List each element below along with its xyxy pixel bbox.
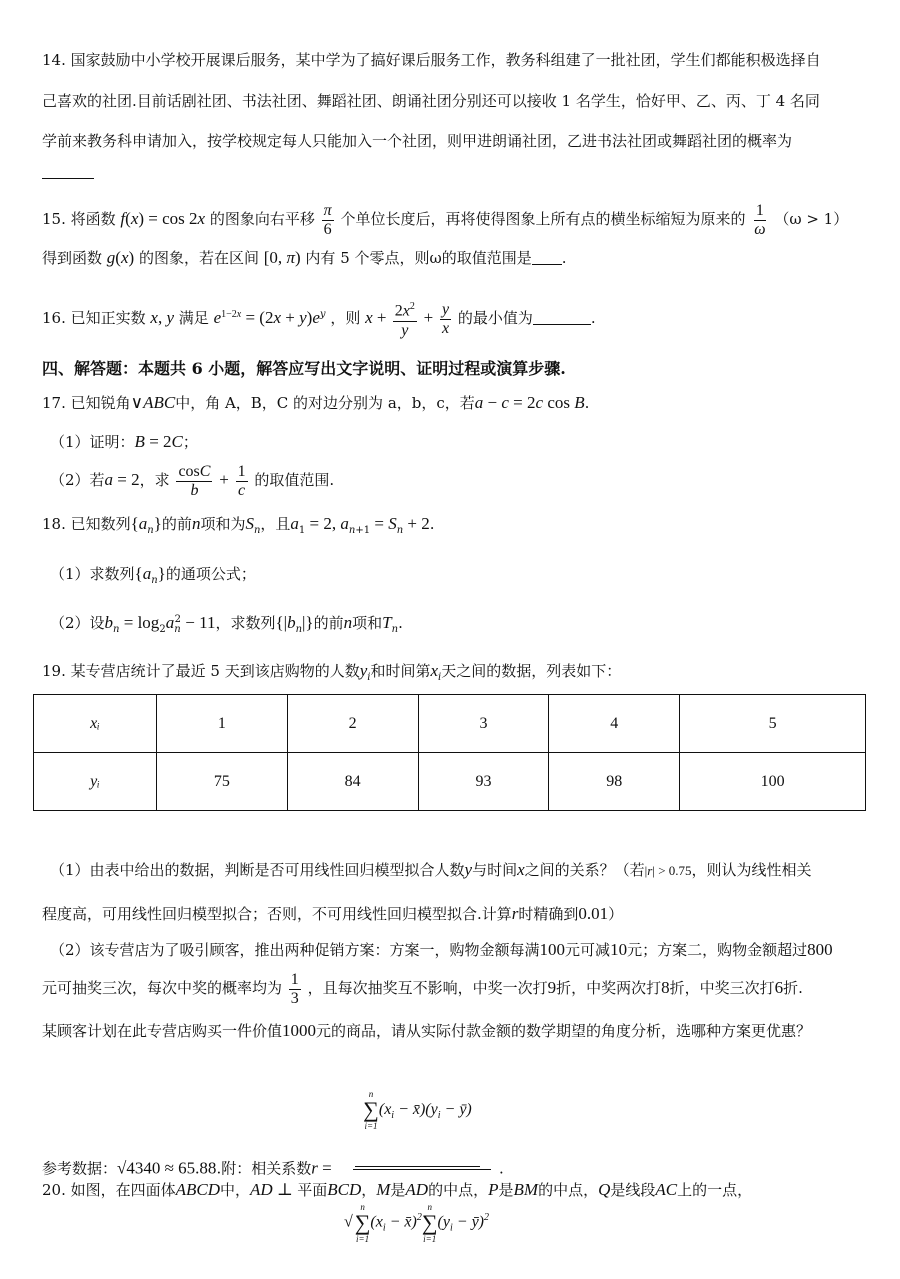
y-cell: 75 — [157, 753, 288, 811]
q19-part2-line3: 某顾客计划在此专营店购买一件价值1000元的商品，请从实际付款金额的数学期望的角度分析，选哪种方案更优惠？ — [42, 1021, 812, 1040]
q14-answer-blank — [42, 160, 94, 184]
x-header-cell: xᵢ — [34, 695, 157, 753]
x-cell: 4 — [549, 695, 680, 753]
q15-shift-fraction: $\frac{\pi}{6}$ — [323, 201, 332, 238]
table-row — [34, 753, 866, 811]
x-cell: 1 — [157, 695, 288, 753]
q19-reference: 参考数据：√4340 ≈ 65.88.附：相关系数r = n ∑ i=1 ($x_i$ − $x̄)(y_i$ − ȳ) √ n ∑ i=1 ($x_i$ − x̄)$^2$ n ∑ i=1 ($y_i$ − ȳ)$^2$ . — [42, 1060, 504, 1279]
table-row — [34, 695, 866, 753]
x-cell: 5 — [680, 695, 866, 753]
q15-line2: 得到函数 g(x) 的图象，若在区间 [0, π) 内有 5 个零点，则ω的取值范围是 . — [42, 248, 567, 267]
q19-data-table — [33, 694, 866, 811]
q15-scale-fraction: $\frac{1}{\omega}$ — [754, 201, 766, 238]
q14-line1: 14. 国家鼓励中小学校开展课后服务，某中学为了搞好课后服务工作，教务科组建了一批社团，学生们都能积极选择自 — [42, 51, 821, 69]
q15-line1: 15. 将函数 f(x) = cos 2x 的图象向右平移 $\frac{\pi}{6}$ 个单位长度后，再将使得图象上所有点的横坐标缩短为原来的 $\frac{1}{\omega}$ （ω > 1） — [42, 201, 849, 238]
q15-number: 15. 将函数 — [42, 210, 116, 228]
x-cell: 3 — [418, 695, 549, 753]
q18-part2: （2）设$b_n = \log_2a_n^2 - 11$，求数列$\{|b_n|\}$的前n项和$T_n$. — [50, 613, 403, 635]
q17-part2: （2）若a = 2，求 $\frac{\cos C}{b}$ + $\frac{1}{c}$ 的取值范围. — [50, 462, 335, 499]
q17-stem: 17. 已知锐角∨ABC中，角 A，B，C 的对边分别为 a，b，c，若a − c = 2c cos B. — [42, 393, 590, 412]
y-cell: 100 — [680, 753, 866, 811]
q18-part1: （1）求数列$\{a_n\}$的通项公式； — [50, 564, 256, 586]
q19-part2-line2: 元可抽奖三次，每次中奖的概率均为 $\frac{1}{3}$ ，且每次抽奖互不影响，中奖一次打9折，中奖两次打8折，中奖三次打6折. — [42, 970, 803, 1007]
y-cell: 93 — [418, 753, 549, 811]
x-cell: 2 — [287, 695, 418, 753]
q14-line2: 己喜欢的社团.目前话剧社团、书法社团、舞蹈社团、朗诵社团分别还可以接收 1 名学生，恰好甲、乙、丙、丁 4 名同 — [42, 92, 820, 110]
q19-part1-line1: （1）由表中给出的数据，判断是否可用线性回归模型拟合人数y与时间x之间的关系？（若|r| > 0.75，则认为线性相关 — [50, 860, 812, 879]
correlation-formula: n ∑ i=1 ($x_i$ − $x̄)(y_i$ − ȳ) √ n ∑ i=1 ($x_i$ − x̄)$^2$ n ∑ i=1 ($y_i$ − ȳ)$^2$ — [336, 1060, 499, 1279]
q19-part1-line2: 程度高，可用线性回归模型拟合；否则，不可用线性回归模型拟合.计算r时精确到0.01） — [42, 904, 624, 923]
q20-stem: 20. 如图，在四面体ABCD中，AD ⊥ 平面BCD，M是AD的中点，P是BM的中点，Q是线段AC上的一点， — [42, 1180, 753, 1199]
q16-line: 16. 已知正实数 x, y 满足 $e^{1-2x} = (2x + y)e^y$ ，则 x + $\frac{2x^2}{y}$ + $\frac{y}{x}$ 的最小值为 . — [42, 293, 596, 340]
q19-stem: 19. 某专营店统计了最近 5 天到该店购物的人数$y_i$和时间第$x_i$天之间的数据，列表如下： — [42, 661, 622, 683]
y-header-cell: yᵢ — [34, 753, 157, 811]
q19-part2-line1: （2）该专营店为了吸引顾客，推出两种促销方案：方案一，购物金额每满100元可减10元；方案二，购物金额超过800 — [50, 940, 833, 959]
q14-line3: 学前来教务科申请加入，按学校规定每人只能加入一个社团，则甲进朗诵社团，乙进书法社团或舞蹈社团的概率为 — [42, 132, 793, 150]
y-cell: 84 — [287, 753, 418, 811]
y-cell: 98 — [549, 753, 680, 811]
section-heading: 四、解答题：本题共 6 小题，解答应写出文字说明、证明过程或演算步骤. — [42, 359, 566, 378]
q18-stem: 18. 已知数列$\{a_n\}$的前n项和为$S_n$，且$a_1 = 2$, $a_{n+1} = S_n + 2$. — [42, 514, 435, 536]
q17-part1: （1）证明：B = 2C； — [50, 432, 198, 451]
